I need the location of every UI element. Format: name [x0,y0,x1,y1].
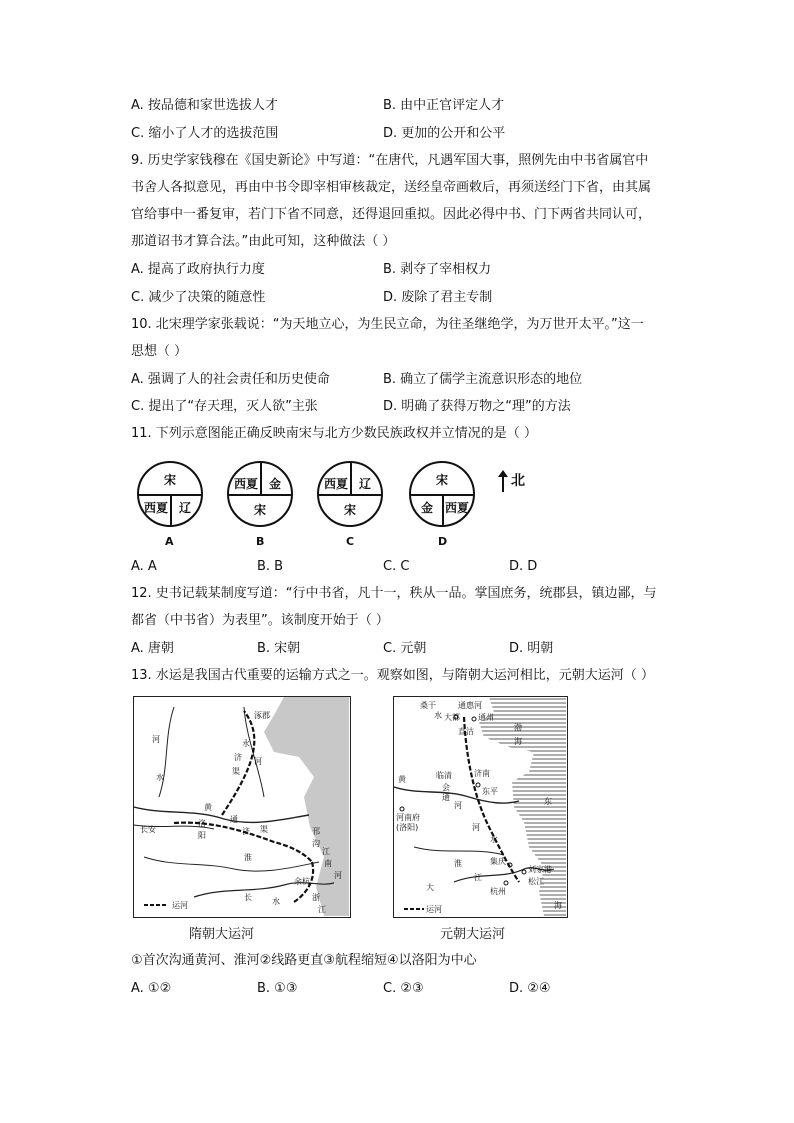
yuan-label-jiqing: 集庆 [490,857,506,866]
yuan-label-shui2: 水 [490,835,498,844]
yuan-label-tong: 通 [442,793,450,802]
sui-label-qu2: 渠 [260,825,268,834]
q9-option-d: D. 废除了君主专制 [383,290,493,305]
diagram-b-top-right: 金 [269,477,282,491]
q13-option-a: A. ①② [131,981,172,996]
q13-option-c: C. ②③ [383,981,424,996]
diagram-a-bottom-right: 辽 [179,501,192,515]
sui-label-nan: 南 [324,859,332,868]
q12-option-c: C. 元朝 [383,641,427,656]
sui-label-qu: 渠 [232,767,240,776]
yuan-label-da: 大 [426,883,434,892]
diagram-c [317,461,383,527]
yuan-label-dadu: 大都 [444,713,460,722]
yuan-label-tongzhou: 通州 [478,713,494,722]
q11-option-d: D. D [509,559,538,574]
yuan-legend: 运河 [426,905,442,914]
yuan-label-luoyang: (洛阳) [396,823,419,832]
q13-stem: 13. 水运是我国古代重要的运输方式之一。观察如图，与隋朝大运河相比，元朝大运河（ ） [131,668,654,683]
q10-option-a: A. 强调了人的社会责任和历史使命 [131,372,330,387]
q11-option-c: C. C [383,559,410,574]
sui-label-changan: 长安 [140,825,156,834]
yuan-label-linqing: 临清 [436,771,452,780]
yuan-label-sanggan: 桑干 [420,701,436,710]
diagram-b-top-left: 西夏 [234,477,259,491]
q8-option-b: B. 由中正官评定人才 [383,98,505,113]
diagram-d [409,461,475,527]
sui-label-huai: 淮 [244,853,252,862]
yuan-label-shui: 水 [434,711,442,720]
sui-label-chang: 长 [244,893,252,902]
q11-option-b: B. B [257,559,284,574]
q9-option-c: C. 减少了决策的随意性 [131,290,266,305]
yuan-label-jiang: 江 [474,873,482,882]
yuan-label-bo: 渤 [514,723,522,732]
sui-label-yuhang: 余杭 [294,877,310,886]
q12-option-d: D. 明朝 [509,641,554,656]
diagram-b-bottom: 宋 [254,503,267,517]
yuan-canal-map [393,696,568,918]
diagram-a [137,461,203,527]
yuan-label-henanfu: 河南府 [396,813,420,822]
sui-label-gou: 沟 [312,839,320,848]
q12-option-b: B. 宋朝 [257,641,301,656]
sui-label-jiang: 江 [322,847,330,856]
yuan-label-dong: 东 [544,797,552,806]
sui-label-jiang2: 江 [318,905,326,914]
q10-stem-line2: 思想（ ） [131,344,188,359]
q11-option-a: A. A [131,559,157,574]
sui-label-shui2: 水 [272,897,280,906]
q12-option-a: A. 唐朝 [131,641,174,656]
q13-statements: ①首次沟通黄河、淮河②线路更直③航程缩短④以洛阳为中心 [131,953,477,968]
yuan-label-songjiang: 松江 [528,877,544,886]
diagram-b [227,461,293,527]
diagram-c-top-right: 辽 [359,477,372,491]
diagram-c-bottom: 宋 [344,503,357,517]
q11-stem: 11. 下列示意图能正确反映南宋与北方少数民族政权并立情况的是（ ） [131,426,537,441]
sui-label-he2: 河 [254,757,262,766]
q10-option-b: B. 确立了儒学主流意识形态的地位 [383,372,583,387]
q13-option-d: D. ②④ [509,981,551,996]
diagram-d-top: 宋 [436,473,449,487]
yuan-label-liujiagang: 刘家港 [528,865,552,874]
q8-option-a: A. 按品德和家世选拔人才 [131,98,278,113]
yuan-label-hui: 会 [442,783,450,792]
diagram-c-top-left: 西夏 [324,477,349,491]
q12-stem-line2: 都省（中书省）为表里”。该制度开始于（ ） [131,613,389,628]
diagram-a-bottom-left: 西夏 [144,501,169,515]
sui-label-ji2: 济 [242,827,250,836]
sui-canal-map [133,696,351,918]
yuan-label-dongping: 东平 [482,787,498,796]
north-label: 北 [511,473,525,489]
q10-option-d: D. 明确了获得万物之“理”的方法 [383,399,571,414]
diagram-b-label: B [256,535,265,548]
sui-label-ji: 济 [234,753,242,762]
sui-label-luo: 洛 [198,819,206,828]
q10-stem-line1: 10. 北宋理学家张载说：“为天地立心，为生民立命，为往圣继绝学，为万世开太平。”这一 [131,317,644,332]
sui-label-he: 河 [152,735,160,744]
q9-option-b: B. 剥夺了宰相权力 [383,262,492,277]
q9-option-a: A. 提高了政府执行力度 [131,262,265,277]
sui-label-zhe: 浙 [312,893,320,902]
yuan-label-huai: 淮 [454,859,462,868]
sui-label-zhuojun: 涿郡 [254,711,270,720]
sui-label-han: 邗 [312,827,320,836]
yuan-label-he: 河 [454,801,462,810]
q8-option-c: C. 缩小了人才的选拔范围 [131,126,279,141]
q9-stem-line2: 书舍人各拟意见，再由中书令即宰相审核裁定，送经皇帝画敕后，再须送经门下省，由其属 [131,180,652,195]
diagram-d-bottom-right: 西夏 [445,501,470,515]
yuan-label-jinan: 济南 [474,769,490,778]
north-arrow-icon [497,470,509,494]
yuan-label-zhigu: 直沽 [458,727,474,736]
yuan-label-hangzhou: 杭州 [490,887,506,896]
diagram-c-label: C [346,535,355,548]
sui-legend: 运河 [172,901,188,910]
sui-label-yong: 永 [242,739,250,748]
sui-map-caption: 隋朝大运河 [189,927,255,942]
diagram-d-bottom-left: 金 [421,501,434,515]
sui-label-tong: 通 [230,815,238,824]
sui-label-huang: 黄 [204,803,212,812]
diagram-a-top: 宋 [164,473,177,487]
sui-label-he3: 河 [334,871,342,880]
q10-option-c: C. 提出了“存天理，灭人欲”主张 [131,399,318,414]
yuan-label-hai2: 海 [554,901,562,910]
q9-stem-line4: 那道诏书才算合法。”由此可知，这种做法（ ） [131,234,396,249]
diagram-a-label: A [165,535,174,548]
sui-label-yang: 阳 [198,831,206,840]
q9-stem-line1: 9. 历史学家钱穆在《国史新论》中写道：“在唐代，凡遇军国大事，照例先由中书省属官中 [131,153,649,168]
sui-label-shui: 水 [156,773,164,782]
q8-option-d: D. 更加的公开和公平 [383,126,506,141]
sui-map-drawing [134,697,349,916]
yuan-label-he2: 河 [472,823,480,832]
q9-stem-line3: 官给事中一番复审，若门下省不同意，还得退回重拟。因此必得中书、门下两省共同认可， [131,207,652,222]
q13-option-b: B. ①③ [257,981,298,996]
diagram-d-label: D [438,535,448,548]
q12-stem-line1: 12. 史书记载某制度写道：“行中书省，凡十一，秩从一品。掌国庶务，统郡县，镇边鄙，与 [131,586,657,601]
yuan-map-caption: 元朝大运河 [440,927,506,942]
yuan-label-hai: 海 [514,737,522,746]
yuan-label-tonghuihe: 通惠河 [458,701,482,710]
yuan-label-huang: 黄 [398,775,406,784]
